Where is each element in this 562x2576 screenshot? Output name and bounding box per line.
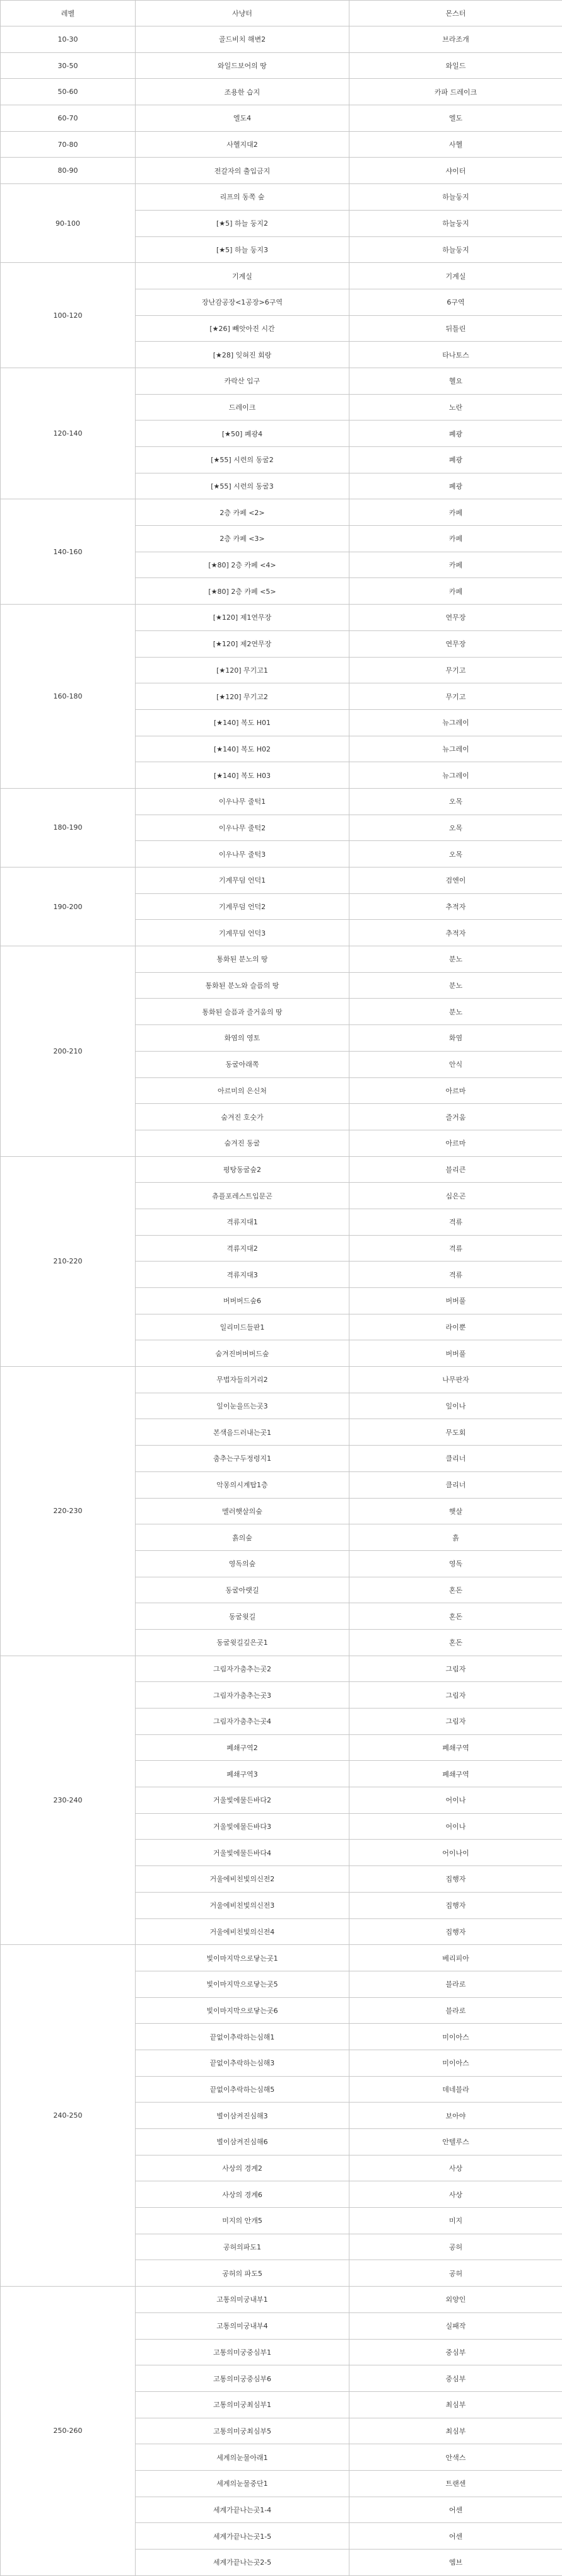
hunting-ground-cell: 별이삼켜진심해6 [136, 2129, 349, 2155]
hunting-ground-cell: [★5] 하늘 둥지3 [136, 236, 349, 263]
level-range-cell: 70-80 [1, 131, 136, 158]
hunting-ground-cell: 본색을드러내는곳1 [136, 1419, 349, 1446]
hunting-ground-cell: 고통의미궁내부4 [136, 2312, 349, 2339]
monster-cell: 노란 [349, 394, 562, 421]
monster-cell: 아르마 [349, 1077, 562, 1104]
monster-cell: 오목 [349, 788, 562, 815]
monster-cell: 무기고 [349, 657, 562, 683]
hunting-ground-cell: 평탕동굴숲2 [136, 1156, 349, 1183]
monster-cell: 클리너 [349, 1446, 562, 1472]
hunting-ground-cell: 통화된 분노와 슬픔의 땅 [136, 972, 349, 999]
monster-cell: 십은곤 [349, 1183, 562, 1209]
hunting-ground-cell: 폐쇄구역2 [136, 1734, 349, 1761]
monster-cell: 공허 [349, 2260, 562, 2287]
monster-cell: 트랜센 [349, 2470, 562, 2497]
monster-cell: 하늘둥지 [349, 184, 562, 211]
hunting-ground-cell: 통화된 슬픔과 즐거움의 땅 [136, 999, 349, 1025]
monster-cell: 사헬 [349, 131, 562, 158]
monster-cell: 엘도 [349, 105, 562, 132]
monster-cell: 어센 [349, 2497, 562, 2523]
table-row [1, 26, 562, 53]
hunting-ground-cell: 거울빛에물든바다3 [136, 1813, 349, 1840]
monster-cell: 오목 [349, 815, 562, 841]
hunting-ground-cell: [★80] 2층 카페 <5> [136, 578, 349, 605]
monster-cell: 뉴그레이 [349, 736, 562, 762]
hunting-ground-cell: [★28] 잊혀진 회랑 [136, 342, 349, 368]
monster-cell: 블라로 [349, 1971, 562, 1997]
level-range-cell: 180-190 [1, 788, 136, 867]
hunting-ground-cell: 숨겨진 호숫가 [136, 1104, 349, 1130]
hunting-ground-cell: [★140] 복도 H02 [136, 736, 349, 762]
monster-cell: 무기고 [349, 683, 562, 710]
hunting-ground-cell: 거울빛에물든바다4 [136, 1840, 349, 1866]
monster-cell: 어이나 [349, 1787, 562, 1814]
monster-cell: 헬요 [349, 368, 562, 394]
monster-cell: 브라조개 [349, 26, 562, 53]
hunting-ground-cell: 동굴윗길 [136, 1603, 349, 1630]
level-range-cell: 160-180 [1, 605, 136, 789]
hunting-ground-cell: 그림자가춤추는곳2 [136, 1656, 349, 1682]
table-row [1, 867, 562, 894]
monster-cell: 와일드 [349, 52, 562, 79]
monster-cell: 뉴그레이 [349, 762, 562, 789]
hunting-ground-cell: 세계의눈물아래1 [136, 2444, 349, 2471]
table-row [1, 79, 562, 105]
hunting-ground-cell: 동굴아래쪽 [136, 1051, 349, 1077]
level-header: 레벨 [1, 1, 136, 26]
hunting-ground-cell: 거울에비친빛의신전4 [136, 1918, 349, 1945]
monster-cell: 폐광 [349, 421, 562, 447]
hunting-ground-cell: 격류지대1 [136, 1209, 349, 1235]
hunting-ground-cell: 공허의 파도5 [136, 2260, 349, 2287]
monster-cell: 버버풀 [349, 1288, 562, 1314]
hunting-ground-cell: [★120] 무기고2 [136, 683, 349, 710]
monster-cell: 안식 [349, 1051, 562, 1077]
monster-cell: 폐광 [349, 447, 562, 473]
hunting-ground-cell: 빛이마지막으로닿는곳1 [136, 1945, 349, 1971]
monster-cell: 그림자 [349, 1682, 562, 1709]
monster-cell: 집행자 [349, 1918, 562, 1945]
hunting-ground-cell: 잎이눈을뜨는곳3 [136, 1393, 349, 1419]
header-row [1, 1, 562, 26]
level-range-cell: 80-90 [1, 158, 136, 184]
table-row [1, 131, 562, 158]
monster-cell: 혼돈 [349, 1603, 562, 1630]
hunting-ground-cell: 거울에비친빛의신전2 [136, 1866, 349, 1893]
hunting-ground-cell: 무법자들의거리2 [136, 1367, 349, 1393]
monster-cell: 그림자 [349, 1656, 562, 1682]
monster-cell: 하늘둥지 [349, 236, 562, 263]
hunting-ground-cell: 2층 카페 <2> [136, 499, 349, 526]
monster-cell: 최심부 [349, 2391, 562, 2418]
hunting-ground-cell: [★120] 무기고1 [136, 657, 349, 683]
hunting-ground-cell: 아르미의 은신처 [136, 1077, 349, 1104]
monster-cell: 추적자 [349, 920, 562, 946]
table-row [1, 2287, 562, 2313]
level-range-cell: 10-30 [1, 26, 136, 53]
level-range-cell: 250-260 [1, 2287, 136, 2576]
hunting-ground-cell: 장난감공장<1공장>6구역 [136, 289, 349, 315]
monster-cell: 집행자 [349, 1866, 562, 1893]
monster-cell: 엠브 [349, 2550, 562, 2576]
table-row [1, 184, 562, 211]
hunting-ground-cell: 엘도4 [136, 105, 349, 132]
monster-cell: 카페 [349, 552, 562, 578]
monster-cell: 미지 [349, 2208, 562, 2234]
hunting-ground-cell: 버버버드숲6 [136, 1288, 349, 1314]
monster-cell: 연무장 [349, 630, 562, 657]
hunting-ground-cell: 고통의미궁내부1 [136, 2287, 349, 2313]
monster-cell: 그림자 [349, 1709, 562, 1735]
hunting-ground-cell: 리프의 동쪽 숲 [136, 184, 349, 211]
hunting-ground-cell: [★55] 시련의 동굴2 [136, 447, 349, 473]
table-row [1, 788, 562, 815]
monster-cell: 격류 [349, 1262, 562, 1288]
hunting-ground-cell: 고통의미궁중심부6 [136, 2365, 349, 2392]
monster-cell: 연무장 [349, 605, 562, 631]
monster-cell: 집행자 [349, 1892, 562, 1918]
hunting-ground-cell: 폐쇄구역3 [136, 1761, 349, 1787]
table-row [1, 946, 562, 973]
hunting-ground-cell: 멜러햇살의숲 [136, 1498, 349, 1524]
monster-cell: 폐쇄구역 [349, 1761, 562, 1787]
monster-cell: 분노 [349, 972, 562, 999]
monster-cell: 잎이나 [349, 1393, 562, 1419]
monster-cell: 중심부 [349, 2339, 562, 2365]
hunting-ground-cell: 조용한 습지 [136, 79, 349, 105]
hunting-ground-header: 사냥터 [136, 1, 349, 26]
hunting-ground-cell: 2층 카페 <3> [136, 526, 349, 552]
hunting-ground-cell: 그림자가춤추는곳4 [136, 1709, 349, 1735]
hunting-ground-cell: 악몽의시계탑1층 [136, 1471, 349, 1498]
hunting-ground-cell: 이우나무 줄턱3 [136, 841, 349, 867]
monster-cell: 공허 [349, 2234, 562, 2260]
monster-cell: 블리큰 [349, 1156, 562, 1183]
monster-cell: 즐거움 [349, 1104, 562, 1130]
hunting-ground-cell: 거울에비친빛의신전3 [136, 1892, 349, 1918]
monster-cell: 버버풀 [349, 1340, 562, 1367]
hunting-ground-cell: 기계무덤 언덕3 [136, 920, 349, 946]
monster-cell: 타나토스 [349, 342, 562, 368]
monster-cell: 무도회 [349, 1419, 562, 1446]
hunting-ground-cell: 빛이마지막으로닿는곳6 [136, 1997, 349, 2024]
hunting-ground-cell: 카락산 입구 [136, 368, 349, 394]
level-range-cell: 30-50 [1, 52, 136, 79]
table-row [1, 1156, 562, 1183]
monster-cell: 혼돈 [349, 1577, 562, 1603]
monster-cell: 격류 [349, 1235, 562, 1262]
hunting-ground-cell: 기계실 [136, 263, 349, 289]
hunting-ground-cell: 격류지대2 [136, 1235, 349, 1262]
hunting-ground-cell: 이우나무 줄턱2 [136, 815, 349, 841]
hunting-ground-cell: [★140] 복도 H03 [136, 762, 349, 789]
monster-cell: 데네블라 [349, 2076, 562, 2103]
level-range-cell: 90-100 [1, 184, 136, 263]
hunting-ground-cell: [★26] 빼앗아진 시간 [136, 315, 349, 342]
monster-cell: 사상 [349, 2155, 562, 2181]
hunting-ground-cell: 공허의파도1 [136, 2234, 349, 2260]
monster-cell: 블라로 [349, 1997, 562, 2024]
monster-cell: 보아야 [349, 2103, 562, 2129]
table-row [1, 105, 562, 132]
table-row [1, 52, 562, 79]
hunting-ground-cell: 세계가끝나는곳1-4 [136, 2497, 349, 2523]
monster-cell: 기계실 [349, 263, 562, 289]
monster-cell: 외양인 [349, 2287, 562, 2313]
table-row [1, 1367, 562, 1393]
level-range-cell: 120-140 [1, 368, 136, 499]
hunting-ground-cell: 동굴아랫길 [136, 1577, 349, 1603]
monster-cell: 클리너 [349, 1471, 562, 1498]
hunting-ground-cell: 고통의미궁최심부1 [136, 2391, 349, 2418]
level-range-cell: 210-220 [1, 1156, 136, 1367]
monster-cell: 햇살 [349, 1498, 562, 1524]
hunting-ground-cell: 이우나무 줄턱1 [136, 788, 349, 815]
hunting-ground-cell: 화염의 영토 [136, 1025, 349, 1052]
hunting-ground-cell: 드레이크 [136, 394, 349, 421]
level-range-cell: 220-230 [1, 1367, 136, 1656]
monster-cell: 최심부 [349, 2418, 562, 2444]
monster-cell: 뉴그레이 [349, 709, 562, 736]
hunting-ground-cell: 끝없이추락하는심해5 [136, 2076, 349, 2103]
monster-cell: 샤이터 [349, 158, 562, 184]
monster-cell: 카페 [349, 578, 562, 605]
monster-cell: 하늘둥지 [349, 210, 562, 236]
monster-cell: 실패작 [349, 2312, 562, 2339]
hunting-ground-cell: 고통의미궁최심부5 [136, 2418, 349, 2444]
monster-cell: 카페 [349, 526, 562, 552]
monster-cell: 안색스 [349, 2444, 562, 2471]
hunting-ground-cell: 동굴윗길깊은곳1 [136, 1629, 349, 1656]
monster-cell: 검엔이 [349, 867, 562, 894]
monster-cell: 추적자 [349, 893, 562, 920]
table-row [1, 1656, 562, 1682]
hunting-ground-cell: 춤추는구두정령지1 [136, 1446, 349, 1472]
monster-cell: 화염 [349, 1025, 562, 1052]
monster-cell: 라이뿐 [349, 1314, 562, 1340]
level-range-cell: 190-200 [1, 867, 136, 946]
monster-cell: 어이나이 [349, 1840, 562, 1866]
hunting-ground-cell: 빛이마지막으로닿는곳5 [136, 1971, 349, 1997]
monster-cell: 아르마 [349, 1130, 562, 1156]
monster-cell: 미이아스 [349, 2024, 562, 2050]
hunting-ground-cell: 끝없이추락하는심해1 [136, 2024, 349, 2050]
level-range-cell: 200-210 [1, 946, 136, 1157]
monster-cell: 어센 [349, 2523, 562, 2550]
monster-cell: 뒤틀린 [349, 315, 562, 342]
hunting-ground-cell: 끝없이추락하는심해3 [136, 2050, 349, 2076]
monster-cell: 혼돈 [349, 1629, 562, 1656]
hunting-ground-cell: 거울빛에물든바다2 [136, 1787, 349, 1814]
level-range-cell: 240-250 [1, 1945, 136, 2287]
monster-cell: 미이아스 [349, 2050, 562, 2076]
monster-cell: 베리피아 [349, 1945, 562, 1971]
hunting-ground-cell: [★120] 제2연무장 [136, 630, 349, 657]
hunting-ground-cell: 와일드보어의 땅 [136, 52, 349, 79]
monster-cell: 카페 [349, 499, 562, 526]
hunting-ground-cell: 숨겨진 동굴 [136, 1130, 349, 1156]
hunting-ground-cell: 사상의 경계2 [136, 2155, 349, 2181]
table-row [1, 368, 562, 394]
table-row [1, 1945, 562, 1971]
hunting-ground-cell: 고통의미궁중심부1 [136, 2339, 349, 2365]
hunting-ground-cell: 기계무덤 언덕2 [136, 893, 349, 920]
level-range-cell: 50-60 [1, 79, 136, 105]
table-row [1, 605, 562, 631]
hunting-ground-cell: 그림자가춤추는곳3 [136, 1682, 349, 1709]
monster-cell: 폐광 [349, 473, 562, 499]
hunting-ground-cell: 세계가끝나는곳1-5 [136, 2523, 349, 2550]
monster-cell: 격류 [349, 1209, 562, 1235]
level-range-cell: 140-160 [1, 499, 136, 605]
monster-cell: 카파 드레이크 [349, 79, 562, 105]
level-range-cell: 230-240 [1, 1656, 136, 1945]
hunting-ground-cell: [★5] 하늘 둥지2 [136, 210, 349, 236]
hunting-ground-cell: 영독의숲 [136, 1550, 349, 1577]
monster-cell: 폐쇄구역 [349, 1734, 562, 1761]
hunting-ground-cell: 세계가끝나는곳2-5 [136, 2550, 349, 2576]
hunting-ground-cell: 통화된 분노의 땅 [136, 946, 349, 973]
hunting-ground-cell: [★80] 2층 카페 <4> [136, 552, 349, 578]
hunting-ground-cell: 일리미드들판1 [136, 1314, 349, 1340]
hunting-ground-cell: 츄플포레스트입문곤 [136, 1183, 349, 1209]
hunting-ground-cell: 흙의숲 [136, 1524, 349, 1551]
monster-header: 몬스터 [349, 1, 562, 26]
hunting-ground-cell: 사상의 경계6 [136, 2181, 349, 2208]
hunting-ground-cell: [★120] 제1연무장 [136, 605, 349, 631]
monster-cell: 6구역 [349, 289, 562, 315]
hunting-ground-cell: 별이삼켜진심해3 [136, 2103, 349, 2129]
hunting-ground-cell: 골드비치 해변2 [136, 26, 349, 53]
monster-cell: 분노 [349, 999, 562, 1025]
monster-cell: 흙 [349, 1524, 562, 1551]
hunting-ground-cell: [★55] 시련의 동굴3 [136, 473, 349, 499]
table-row [1, 158, 562, 184]
monster-cell: 오목 [349, 841, 562, 867]
table-row [1, 499, 562, 526]
monster-cell: 중심부 [349, 2365, 562, 2392]
monster-cell: 영독 [349, 1550, 562, 1577]
monster-cell: 사상 [349, 2181, 562, 2208]
table-row [1, 263, 562, 289]
hunting-ground-cell: 기계무덤 언덕1 [136, 867, 349, 894]
level-range-cell: 60-70 [1, 105, 136, 132]
hunting-ground-cell: 사헬지대2 [136, 131, 349, 158]
hunting-ground-cell: [★140] 복도 H01 [136, 709, 349, 736]
hunting-ground-cell: 격류지대3 [136, 1262, 349, 1288]
monster-cell: 나무판자 [349, 1367, 562, 1393]
monster-cell: 어이나 [349, 1813, 562, 1840]
monster-cell: 분노 [349, 946, 562, 973]
hunting-ground-cell: [★50] 폐광4 [136, 421, 349, 447]
hunting-ground-cell: 세계의눈물중단1 [136, 2470, 349, 2497]
level-range-cell: 100-120 [1, 263, 136, 368]
hunting-ground-cell: 전갈자의 출입금지 [136, 158, 349, 184]
hunting-ground-cell: 미지의 안개5 [136, 2208, 349, 2234]
monster-cell: 안텔루스 [349, 2129, 562, 2155]
hunting-ground-cell: 숨겨진버버버드숲 [136, 1340, 349, 1367]
